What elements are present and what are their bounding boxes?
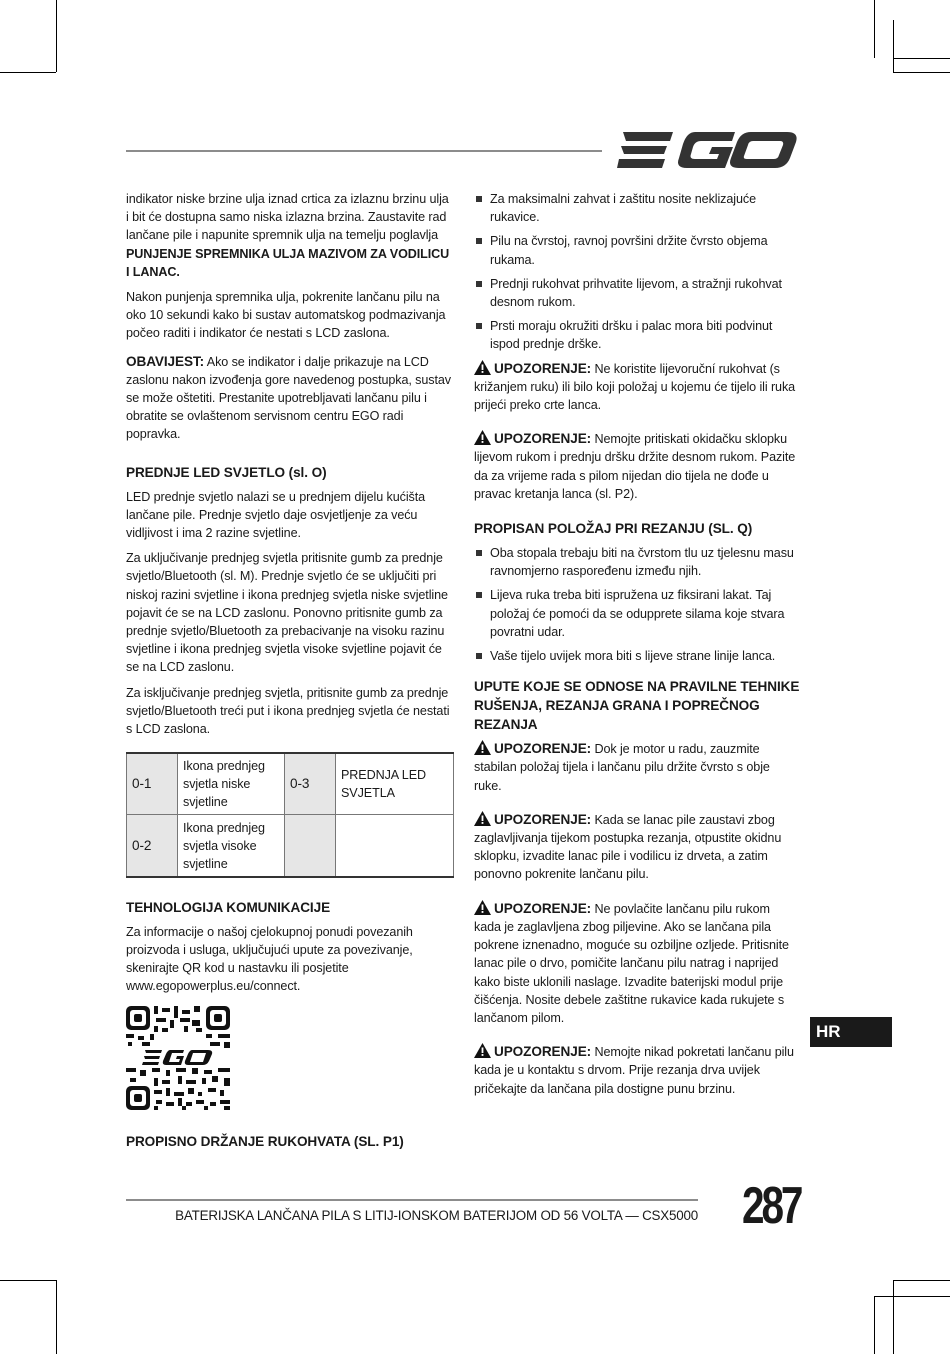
warning-label: UPOZORENJE:: [494, 811, 592, 827]
table-cell: Ikona prednjeg svjetla visoke svjetline: [178, 815, 285, 877]
ego-logo: [617, 128, 799, 172]
warning-triangle-icon: [474, 430, 491, 445]
warning-paragraph: UPOZORENJE: Kada se lanac pile zaustavi zbog zaglavljivanja tijekom postupka rezanja, otpustite okidnu sklopku, izvadite lanac pile i vodilicu iz drveta, a zatim ponovno pokrenite lančanu pilu.: [474, 811, 782, 882]
crop-mark: [893, 72, 950, 73]
list-item: Prsti moraju okružiti dršku i palac mora biti podvinut ispod prednje drške.: [474, 317, 800, 353]
warning-paragraph: UPOZORENJE: Nemojte pritiskati okidačku sklopku lijevom rukom i prednju dršku držite desnom rukom. Pazite da za vrijeme rada s pilom nijedan dio tijela ne dođe u pravac kretanja lanca (sl. P2).: [474, 431, 796, 501]
warning-paragraph: UPOZORENJE: Ne koristite lijevoruční rukohvat (s križanjem ruku) ili bilo koji položaj u kojemu će tijelo ili ruka prijeći preko crte lanca.: [474, 360, 796, 413]
warning-label: UPOZORENJE:: [494, 360, 592, 376]
cutting-position-heading: PROPISAN POLOŽAJ PRI REZANJU (SL. Q): [474, 521, 753, 537]
crop-mark: [0, 72, 56, 73]
list-item: Vaše tijelo uvijek mora biti s lijeve strane linije lanca.: [474, 647, 800, 665]
warning-label: UPOZORENJE:: [494, 900, 592, 916]
warning-paragraph: UPOZORENJE: Nemojte nikad pokretati lančanu pilu kada je u kontaktu s drvom. Prije rezanja drva uvijek pričekajte da lančana pila dostigne punu brzinu.: [474, 1044, 794, 1096]
left-column: [126, 190, 454, 1157]
table-cell: 0-2: [127, 815, 178, 877]
led-icon-table: [126, 752, 454, 878]
led-heading: PREDNJE LED SVJETLO (sl. O): [126, 464, 327, 480]
techniques-heading: UPUTE KOJE SE ODNOSE NA PRAVILNE TEHNIKE RUŠENJA, REZANJA GRANA I POPREČNOG REZANJA: [474, 679, 800, 733]
communication-heading: TEHNOLOGIJA KOMUNIKACIJE: [126, 899, 331, 915]
notice-paragraph: OBAVIJEST: Ako se indikator i dalje prikazuje na LCD zaslonu nakon izvođenja gore navedenog postupka, sustav se može oštetiti. Prestanite upotrebljavati lančanu pilu i obratite se ovlaštenom servisnom centru EGO radi popravka.: [126, 353, 451, 442]
table-cell: 0-1: [127, 753, 178, 815]
qr-code[interactable]: [126, 1006, 230, 1110]
warning-triangle-icon: [474, 900, 491, 915]
list-item: Lijeva ruka treba biti ispružena uz fiksirani lakat. Taj položaj će pomoći da se odupprete silama koje stvara povratni udar.: [474, 586, 800, 641]
warning-label: UPOZORENJE:: [494, 1044, 592, 1060]
table-row: [127, 815, 454, 877]
position-bullet-list: [474, 544, 800, 665]
crop-mark: [874, 1296, 875, 1354]
table-cell: Ikona prednjeg svjetla niske svjetline: [178, 753, 285, 815]
footer-title: BATERIJSKA LANČANA PILA S LITIJ-IONSKOM BATERIJOM OD 56 VOLTA — CSX5000: [175, 1208, 698, 1223]
communication-paragraph: Za informacije o našoj cjelokupnoj ponudi povezanih proizvoda i usluga, uključujući upute za povezivanje, skenirajte QR kod u nastavku ili posjetite www.egopowerplus.eu/connect.: [126, 924, 413, 994]
led-paragraph-3: Za isključivanje prednjeg svjetla, pritisnite gumb za prednje svjetlo/Bluetooth treći put i ikona prednjeg svjetla će nestati s LCD zaslona.: [126, 685, 450, 737]
crop-mark: [893, 1280, 950, 1281]
oil-refill-reference: PUNJENJE SPREMNIKA ULJA MAZIVOM ZA VODILICU I LANAC.: [126, 246, 450, 279]
grip-heading: PROPISNO DRŽANJE RUKOHVATA (SL. P1): [126, 1133, 404, 1149]
warning-label: UPOZORENJE:: [494, 741, 592, 757]
notice-label: OBAVIJEST:: [126, 353, 205, 369]
right-column: [474, 190, 800, 1114]
after-refill-paragraph: Nakon punjenja spremnika ulja, pokrenite lančanu pilu na oko 10 sekundi kako bi sustav automatskog podmazivanja počeo raditi i indikator će nestati s LCD zaslona.: [126, 290, 446, 341]
crop-mark: [0, 1280, 56, 1281]
crop-mark: [874, 0, 875, 58]
language-tab: HR: [810, 1017, 892, 1047]
warning-triangle-icon: [474, 811, 491, 826]
warning-triangle-icon: [474, 1043, 491, 1058]
crop-mark: [893, 20, 894, 72]
grip-bullet-list: [474, 190, 800, 354]
crop-mark: [874, 1296, 950, 1297]
table-cell: [336, 815, 454, 877]
table-cell: 0-3: [285, 753, 336, 815]
led-paragraph-1: LED prednje svjetlo nalazi se u prednjem dijelu kućišta lančane pile. Prednje svjetlo daje osvjetljenje za veću vidljivost i ima 2 razine svjetline.: [126, 489, 426, 541]
crop-mark: [893, 58, 950, 59]
warning-label: UPOZORENJE:: [494, 431, 592, 447]
warning-paragraph: UPOZORENJE: Dok je motor u radu, zauzmite stabilan položaj tijela i lančanu pilu držite čvrsto s obje ruke.: [474, 741, 770, 793]
page-number: 287: [742, 1177, 801, 1235]
warning-paragraph: UPOZORENJE: Ne povlačite lančanu pilu rukom kada je zaglavljena zbog piljevine. Ako se lančana pila pokrene iznenadno, moguće su ozbiljne ozljede. Pritisnite lanac pile o drvo, pomičite lančanu pilu natrag i naprijed kako biste uklonili naslage. Izvadite baterijski modul prije čišćenja. Nosite debele zaštitne rukavice kada rukujete s lančanom pilom.: [474, 900, 789, 1025]
footer-rule: [126, 1199, 698, 1201]
list-item: Pilu na čvrstoj, ravnoj površini držite čvrsto objema rukama.: [474, 232, 800, 268]
table-cell: PREDNJA LED SVJETLA: [336, 753, 454, 815]
list-item: Za maksimalni zahvat i zaštitu nosite neklizajuće rukavice.: [474, 190, 800, 226]
crop-mark: [56, 0, 57, 72]
warning-triangle-icon: [474, 360, 491, 375]
led-paragraph-2: Za uključivanje prednjeg svjetla pritisnite gumb za prednje svjetlo/Bluetooth (sl. M). Prednje svjetlo će se uključiti pri niskoj razini svjetline i ikona prednjeg svjetla niske svjetline pojavit će se na LCD zaslonu. Ponovno pritisnite gumb za prednje svjetlo/Bluetooth za prebacivanje na visoku razinu svjetline i ikona prednjeg svjetla visoke svjetline pojavit će se na LCD zaslonu.: [126, 551, 448, 675]
header-rule: [126, 150, 602, 152]
list-item: Oba stopala trebaju biti na čvrstom tlu uz tjelesnu masu ravnomjerno raspoređenu između njih.: [474, 544, 800, 580]
crop-mark: [56, 1280, 57, 1354]
crop-mark: [893, 1280, 894, 1354]
oil-indicator-paragraph: indikator niske brzine ulja iznad crtica za izlaznu brzinu ulja i bit će dostupna samo niska izlazna brzina. Zaustavite rad lančane pile i napunite spremnik ulja na temelju poglavlja PUNJENJE SPREMNIKA ULJA MAZIVOM ZA VODILICU I LANAC.: [126, 192, 450, 279]
list-item: Prednji rukohvat prihvatite lijevom, a stražnji rukohvat desnom rukom.: [474, 275, 800, 311]
table-row: [127, 753, 454, 815]
warning-triangle-icon: [474, 740, 491, 755]
table-cell: [285, 815, 336, 877]
